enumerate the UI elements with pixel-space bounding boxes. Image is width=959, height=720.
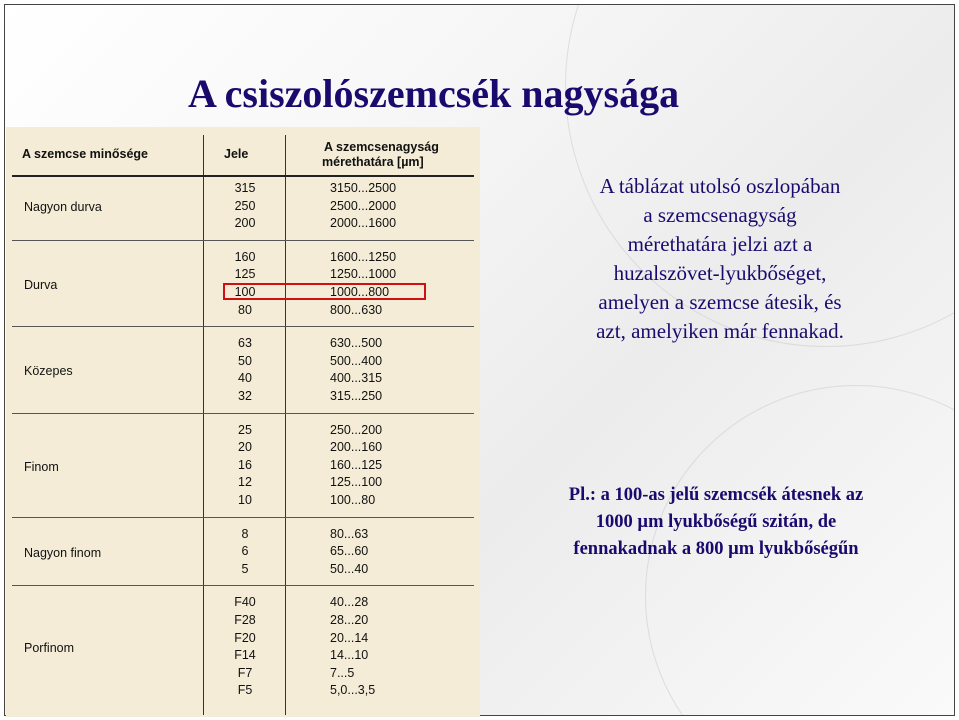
description-line: huzalszövet-lyukbőséget, — [613, 261, 827, 285]
header-quality: A szemcse minősége — [22, 147, 148, 161]
table-cell-size: 500...400 — [330, 353, 383, 368]
table-cell-mark: 6 — [241, 544, 249, 559]
header-mark: Jele — [224, 147, 249, 161]
table-cell-size: 14...10 — [330, 648, 369, 663]
table-cell-mark: 50 — [238, 353, 252, 368]
description-line: mérethatára jelzi azt a — [627, 232, 813, 256]
slide-title: A csiszolószemcsék nagysága — [188, 71, 680, 116]
description-line: amelyen a szemcse átesik, és — [598, 290, 842, 314]
example-line: fennakadnak a 800 µm lyukbőségűn — [573, 539, 859, 559]
table-cell-size: 400...315 — [330, 371, 383, 386]
table-cell-size: 2500...2000 — [330, 198, 397, 213]
table-cell-mark: 80 — [238, 302, 252, 317]
table-cell-quality: Finom — [24, 459, 59, 474]
table-cell-size: 7...5 — [330, 665, 355, 680]
table-cell-size: 50...40 — [330, 561, 369, 576]
header-size-line2: mérethatára [µm] — [322, 155, 424, 169]
table-divider — [203, 135, 204, 715]
table-cell-size: 1000...800 — [330, 285, 390, 299]
table-cell-mark: 25 — [238, 422, 252, 437]
table-cell-quality: Közepes — [24, 364, 73, 379]
table-cell-mark: 16 — [238, 457, 252, 472]
table-cell-mark: 20 — [238, 440, 252, 455]
group-separator — [12, 585, 474, 586]
grain-size-table — [6, 127, 480, 717]
table-cell-mark: F40 — [234, 595, 256, 610]
table-cell-mark: 125 — [234, 267, 256, 282]
description-line: azt, amelyiken már fennakad. — [596, 319, 844, 343]
table-cell-size: 65...60 — [330, 544, 369, 559]
table-cell-mark: 315 — [234, 181, 256, 195]
table-cell-size: 125...100 — [330, 475, 383, 490]
table-cell-size: 5,0...3,5 — [330, 683, 376, 698]
table-cell-mark: 160 — [234, 249, 256, 264]
table-cell-size: 200...160 — [330, 440, 383, 455]
table-cell-mark: 10 — [238, 493, 252, 507]
table-cell-size: 28...20 — [330, 613, 369, 627]
table-cell-mark: 8 — [241, 526, 249, 541]
table-cell-size: 160...125 — [330, 457, 383, 472]
table-cell-quality: Nagyon durva — [24, 200, 102, 215]
header-separator — [12, 175, 474, 177]
description-line: a szemcsenagyság — [643, 203, 797, 227]
table-cell-size: 40...28 — [330, 595, 369, 610]
table-cell-mark: 100 — [234, 285, 256, 299]
header-size-line1: A szemcsenagyság — [324, 140, 439, 154]
table-cell-mark: F5 — [237, 683, 253, 698]
group-separator — [12, 517, 474, 518]
table-cell-size: 2000...1600 — [330, 216, 397, 231]
group-separator — [12, 326, 474, 327]
table-cell-mark: 63 — [238, 336, 252, 351]
table-cell-quality: Nagyon finom — [24, 546, 102, 560]
example-line: Pl.: a 100-as jelű szemcsék átesnek az — [568, 485, 864, 505]
table-cell-mark: F20 — [234, 630, 256, 645]
table-cell-size: 800...630 — [330, 302, 383, 317]
table-cell-mark: 32 — [238, 389, 252, 403]
table-cell-size: 250...200 — [330, 422, 383, 437]
table-cell-size: 20...14 — [330, 630, 369, 645]
group-separator — [12, 240, 474, 241]
table-cell-mark: F14 — [234, 648, 256, 663]
table-cell-mark: F28 — [234, 613, 256, 627]
table-cell-mark: F7 — [237, 665, 253, 680]
example-text — [500, 482, 932, 563]
example-line: 1000 µm lyukbőségű szitán, de — [595, 512, 837, 532]
table-divider — [285, 135, 286, 715]
table-cell-size: 630...500 — [330, 336, 383, 351]
table-cell-mark: 40 — [238, 371, 252, 386]
table-cell-size: 1600...1250 — [330, 249, 397, 264]
table-cell-size: 315...250 — [330, 389, 383, 403]
table-cell-mark: 12 — [238, 475, 252, 490]
table-cell-size: 1250...1000 — [330, 267, 397, 282]
table-cell-size: 3150...2500 — [330, 181, 397, 195]
table-cell-mark: 5 — [241, 561, 249, 576]
description-text — [522, 172, 918, 346]
table-cell-quality: Durva — [24, 278, 58, 292]
group-separator — [12, 413, 474, 414]
description-line: A táblázat utolsó oszlopában — [599, 174, 841, 198]
table-cell-size: 80...63 — [330, 526, 369, 541]
table-cell-size: 100...80 — [330, 493, 376, 507]
table-cell-mark: 200 — [234, 216, 256, 231]
table-cell-mark: 250 — [234, 198, 256, 213]
table-cell-quality: Porfinom — [24, 641, 75, 656]
